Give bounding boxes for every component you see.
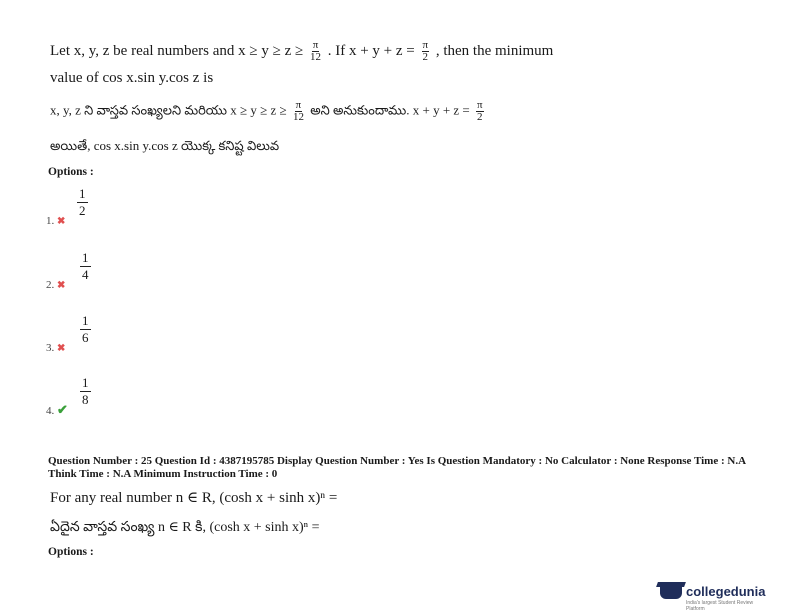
option-1-fraction[interactable] <box>77 186 88 219</box>
frac-denominator: 12 <box>292 111 304 123</box>
option-denominator: 8 <box>82 392 89 407</box>
option-3-index[interactable] <box>46 342 65 354</box>
options-label: Options : <box>48 166 94 178</box>
option-denominator: 2 <box>79 203 86 218</box>
cross-icon: ✖ <box>57 216 66 227</box>
option-numerator: 1 <box>82 375 89 390</box>
pi-over-12-fraction <box>310 40 321 63</box>
frac-numerator: π <box>477 99 483 111</box>
q1-te-text-a: x, y, z ని వాస్తవ సంఖ్యలని మరియు x ≥ y ≥ z ≥ <box>50 102 287 118</box>
question2-telugu: ఏదైన వాస్తవ సంఖ్య n ∈ R కి, (cosh x + sinh x)ⁿ = <box>50 520 320 535</box>
option-index: 2. <box>46 279 55 291</box>
option-3-fraction[interactable] <box>80 313 91 346</box>
question2-metadata: Question Number : 25 Question Id : 4387195785 Display Question Number : Yes Is Question Mandatory : No Calculator : None Response Time : N.A Think Time : N.A Minimum Instruction Time : 0 <box>48 455 746 480</box>
options-label-2: Options : <box>48 546 94 558</box>
question1-telugu-line1 <box>50 100 487 123</box>
option-index: 4. <box>46 405 55 417</box>
option-denominator: 6 <box>82 330 89 345</box>
logo-tagline: India's largest Student Review Platform <box>686 600 754 612</box>
option-4-fraction[interactable] <box>80 375 91 408</box>
frac-denominator: 12 <box>309 51 321 63</box>
q1-en-text-a: Let x, y, z be real numbers and x ≥ y ≥ z ≥ <box>50 42 304 59</box>
q1-en-text-c: , then the minimum <box>435 42 554 59</box>
q1-en-text-b: . If x + y + z = <box>327 42 415 59</box>
question2-english: For any real number n ∈ R, (cosh x + sinh x)ⁿ = <box>50 490 338 506</box>
pi-over-12-fraction <box>293 100 304 123</box>
logo-text: collegedunia <box>686 584 766 599</box>
frac-numerator: π <box>422 39 429 51</box>
option-numerator: 1 <box>79 186 86 201</box>
option-numerator: 1 <box>82 313 89 328</box>
frac-denominator: 2 <box>477 111 483 123</box>
frac-numerator: π <box>295 99 302 111</box>
pi-over-2-fraction <box>422 40 430 63</box>
option-denominator: 4 <box>82 267 89 282</box>
cross-icon: ✖ <box>57 343 66 354</box>
q1-te-text-b: అని అనుకుందాము. x + y + z = <box>310 102 470 118</box>
option-numerator: 1 <box>82 250 89 265</box>
question1-english-line1 <box>50 40 553 63</box>
option-2-fraction[interactable] <box>80 250 91 283</box>
frac-numerator: π <box>312 39 319 51</box>
question1-english-line2: value of cos x.sin y.cos z is <box>50 70 214 86</box>
option-1-index[interactable] <box>46 215 65 227</box>
option-index: 1. <box>46 215 55 227</box>
option-index: 3. <box>46 342 55 354</box>
question1-telugu-line2: అయితే, cos x.sin y.cos z యొక్క కనిష్ట విలువ <box>50 138 280 153</box>
collegedunia-logo <box>660 584 766 612</box>
option-2-index[interactable] <box>46 279 65 291</box>
pi-over-2-fraction <box>476 100 484 123</box>
check-icon: ✔ <box>57 402 68 417</box>
cross-icon: ✖ <box>57 280 66 291</box>
option-4-index[interactable] <box>46 402 68 418</box>
graduation-cap-icon <box>660 585 682 599</box>
frac-denominator: 2 <box>422 51 429 63</box>
